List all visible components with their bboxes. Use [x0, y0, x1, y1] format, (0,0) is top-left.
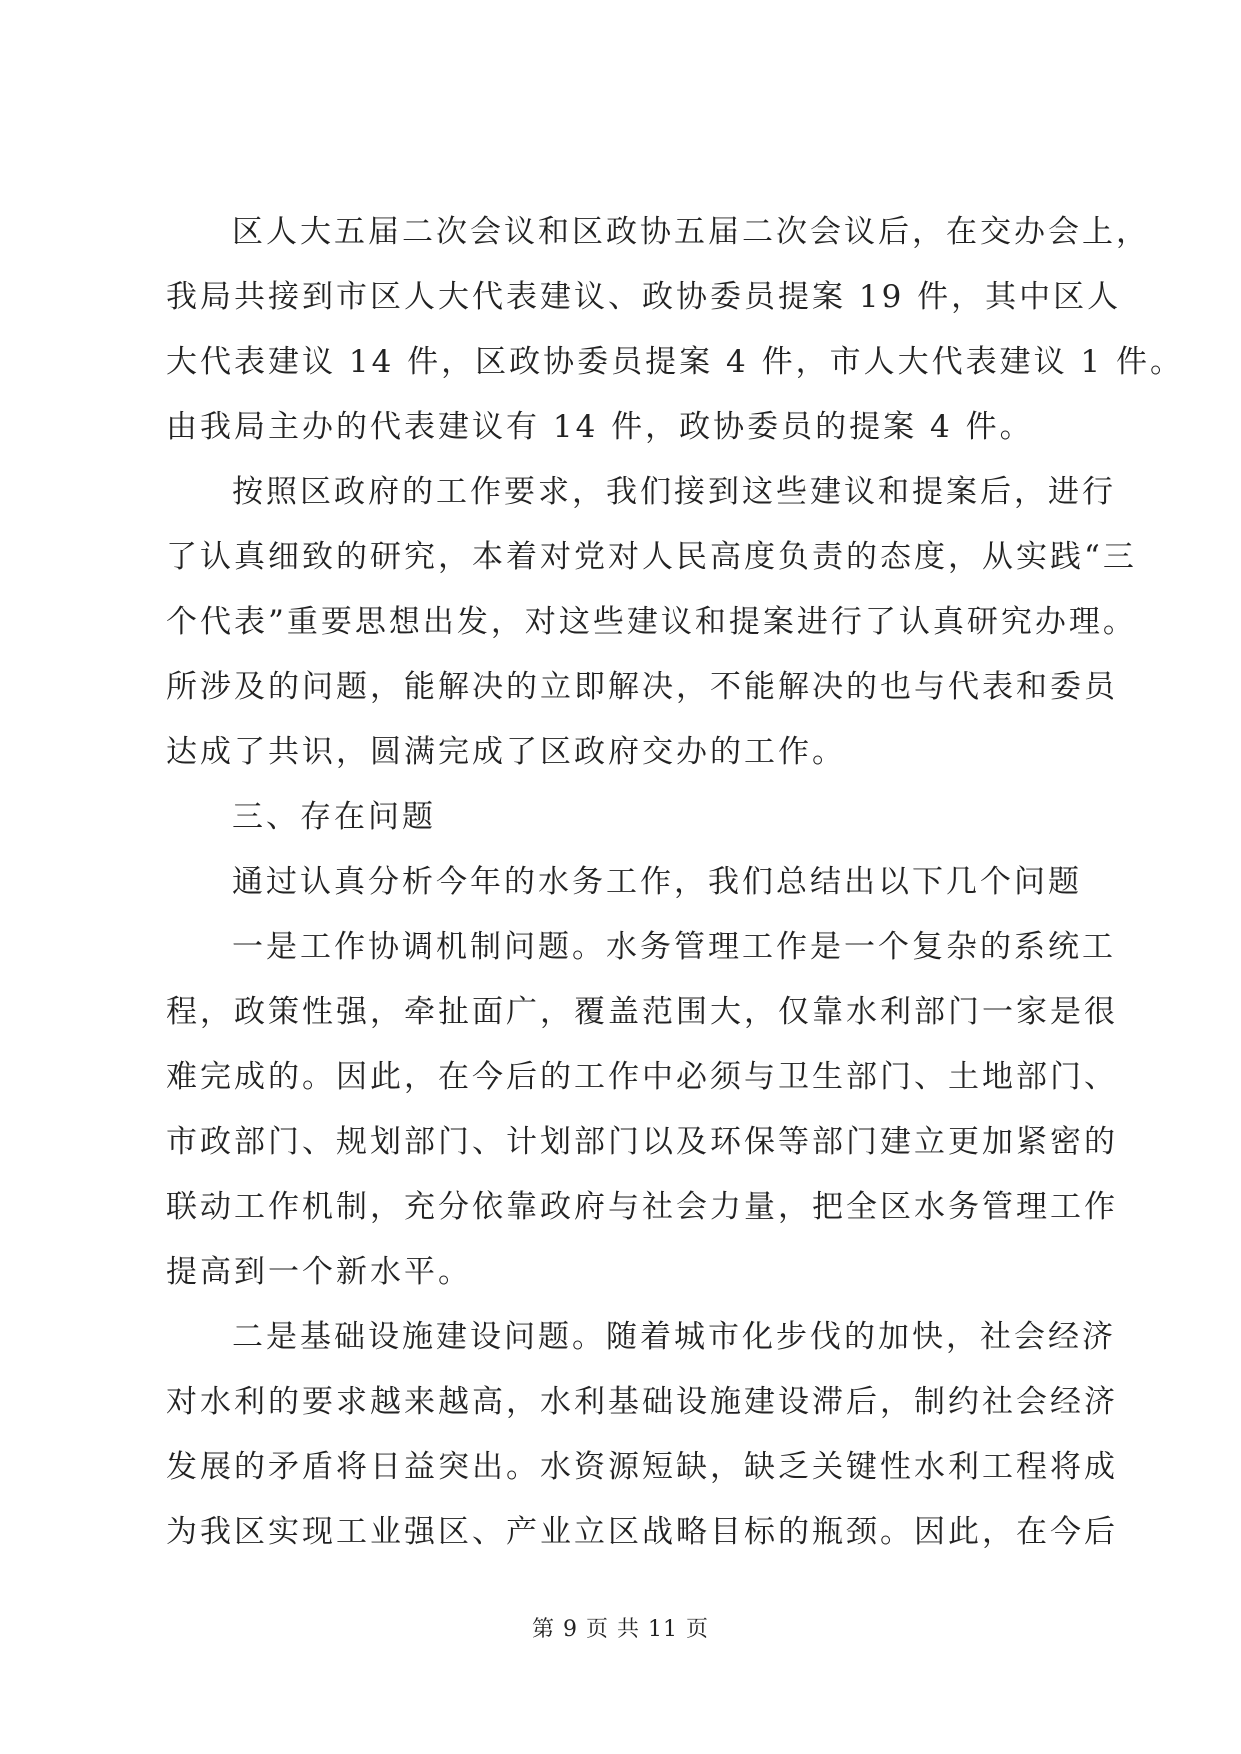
text-line: 市政部门、规划部门、计划部门以及环保等部门建立更加紧密的 [166, 1124, 1118, 1160]
text-line: 发展的矛盾将日益突出。水资源短缺，缺乏关键性水利工程将成 [166, 1449, 1118, 1485]
text-line: 个代表”重要思想出发，对这些建议和提案进行了认真研究办理。 [166, 604, 1137, 640]
section-heading [166, 785, 1126, 850]
text-line: 达成了共识，圆满完成了区政府交办的工作。 [166, 734, 846, 770]
paragraph [166, 915, 1126, 1305]
page-number: 第 9 页 共 11 页 [532, 1617, 709, 1642]
paragraph [166, 200, 1185, 460]
text-line: 所涉及的问题，能解决的立即解决，不能解决的也与代表和委员 [166, 669, 1118, 705]
text-line: 通过认真分析今年的水务工作，我们总结出以下几个问题 [232, 864, 1082, 900]
text-line: 按照区政府的工作要求，我们接到这些建议和提案后，进行 [232, 474, 1116, 510]
text-line: 程，政策性强，牵扯面广，覆盖范围大，仅靠水利部门一家是很 [166, 994, 1118, 1030]
text-line: 提高到一个新水平。 [166, 1254, 472, 1290]
text-line: 二是基础设施建设问题。随着城市化步伐的加快，社会经济 [232, 1319, 1116, 1355]
text-line: 区人大五届二次会议和区政协五届二次会议后，在交办会上， [232, 214, 1150, 250]
paragraph [166, 1305, 1126, 1565]
section-heading-text: 三、存在问题 [232, 799, 436, 835]
text-line: 联动工作机制，充分依靠政府与社会力量，把全区水务管理工作 [166, 1189, 1118, 1225]
document-body [166, 200, 1185, 1565]
text-line: 由我局主办的代表建议有 14 件，政协委员的提案 4 件。 [166, 409, 1034, 445]
text-line: 大代表建议 14 件，区政协委员提案 4 件，市人大代表建议 1 件。 [166, 344, 1185, 380]
text-line: 我局共接到市区人大代表建议、政协委员提案 19 件，其中区人 [166, 279, 1122, 315]
page-footer [0, 1612, 1241, 1643]
text-line: 为我区实现工业强区、产业立区战略目标的瓶颈。因此，在今后 [166, 1514, 1118, 1550]
paragraph [166, 460, 1137, 785]
text-line: 一是工作协调机制问题。水务管理工作是一个复杂的系统工 [232, 929, 1116, 965]
paragraph [166, 850, 1126, 915]
text-line: 对水利的要求越来越高，水利基础设施建设滞后，制约社会经济 [166, 1384, 1118, 1420]
text-line: 了认真细致的研究，本着对党对人民高度负责的态度，从实践“三 [166, 539, 1137, 575]
text-line: 难完成的。因此，在今后的工作中必须与卫生部门、土地部门、 [166, 1059, 1118, 1095]
